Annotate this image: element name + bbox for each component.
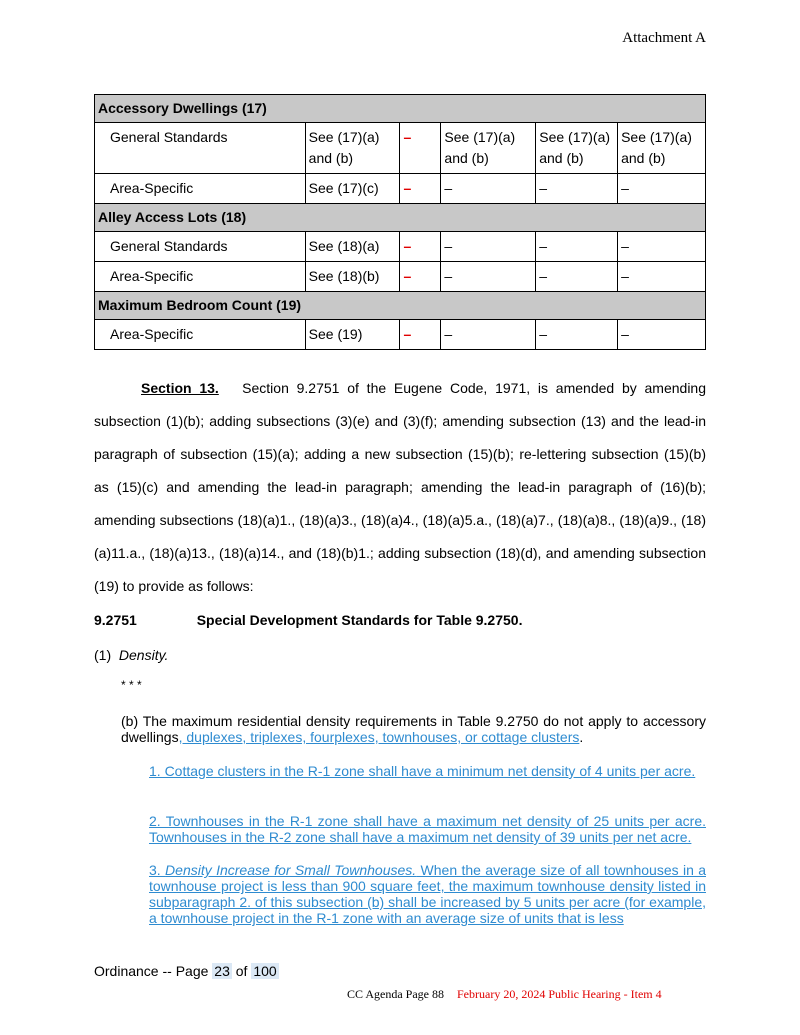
cell: – <box>441 320 536 350</box>
cell: – <box>618 232 706 262</box>
item-italic: Density Increase for Small Townhouses. <box>165 862 417 878</box>
cell: See (17)(a) and (b) <box>305 123 400 174</box>
cell: See (18)(a) <box>305 232 400 262</box>
table-section-header <box>95 292 706 320</box>
section-13-paragraph <box>94 372 706 603</box>
cell: See (17)(a) and (b) <box>536 123 618 174</box>
cell: – <box>441 174 536 204</box>
cell: – <box>441 232 536 262</box>
ellipsis: * * * <box>121 678 142 692</box>
cell: – <box>618 320 706 350</box>
agenda-footer <box>347 987 662 1002</box>
row-name: Area-Specific <box>95 262 306 292</box>
code-heading <box>94 612 706 628</box>
of-label: of <box>235 963 248 979</box>
cell: – <box>400 232 441 262</box>
cell: – <box>618 262 706 292</box>
row-name: General Standards <box>95 123 306 174</box>
cell: – <box>536 232 618 262</box>
subsection-b-end: . <box>579 729 584 745</box>
section-heading: Section 13. <box>141 380 219 396</box>
item-text: When the average size of all townhouses in a townhouse project is less than 900 square feet, the maximum townhouse density listed in subparagraph 2. of this subsection (b) shall be increased by 5 units per acre (for example, a townhouse project in the R-1 zone with an average size of units that is less <box>149 862 706 926</box>
page-number: 23 <box>214 963 230 979</box>
table-row <box>95 262 706 292</box>
table-section-header <box>95 95 706 123</box>
inserted-text: , duplexes, triplexes, fourplexes, townhouses, or cottage clusters <box>178 729 580 745</box>
cell: See (17)(a) and (b) <box>441 123 536 174</box>
section-title: Accessory Dwellings (17) <box>95 95 706 123</box>
cell: – <box>400 262 441 292</box>
standards-table <box>94 94 706 350</box>
row-name: General Standards <box>95 232 306 262</box>
cell: See (17)(c) <box>305 174 400 204</box>
cell: – <box>400 123 441 174</box>
density-label: (1) <box>94 647 112 663</box>
table-row <box>95 232 706 262</box>
cell: – <box>536 174 618 204</box>
cell: See (17)(a) and (b) <box>618 123 706 174</box>
cell: See (18)(b) <box>305 262 400 292</box>
density-heading <box>94 647 706 663</box>
cell: – <box>400 174 441 204</box>
list-item <box>149 862 706 926</box>
section-title: Maximum Bedroom Count (19) <box>95 292 706 320</box>
item-lead: 3. <box>149 862 166 878</box>
cell: – <box>536 262 618 292</box>
cell: – <box>618 174 706 204</box>
code-number: 9.2751 <box>94 612 137 628</box>
ordinance-label: Ordinance -- Page <box>94 963 209 979</box>
table-row <box>95 320 706 350</box>
table-row <box>95 123 706 174</box>
table-row <box>95 174 706 204</box>
cell: – <box>441 262 536 292</box>
list-item: 2. Townhouses in the R-1 zone shall have a maximum net density of 25 units per acre. Townhouses in the R-2 zone shall have a maximum net density of 39 units per net acre. <box>149 813 706 845</box>
section-title: Alley Access Lots (18) <box>95 204 706 232</box>
cell: See (19) <box>305 320 400 350</box>
page-total: 100 <box>253 963 277 979</box>
row-name: Area-Specific <box>95 174 306 204</box>
cell: – <box>536 320 618 350</box>
code-title: Special Development Standards for Table 9.2750. <box>196 612 523 628</box>
agenda-page: CC Agenda Page 88 <box>347 987 444 1001</box>
density-title: Density. <box>118 647 169 663</box>
subsection-b <box>121 713 706 745</box>
section-text: Section 9.2751 of the Eugene Code, 1971, is amended by amending subsection (1)(b); adding subsections (3)(e) and (3)(f); amending subsection (13) and the lead-in paragraph of subsection (15)(a); adding a new subsection (15)(b); re-lettering subsection (15)(b) as (15)(c) and amending the lead-in paragraph; amending the lead-in paragraph of (16)(b); amending subsections (18)(a)1., (18)(a)3., (18)(a)4., (18)(a)5.a., (18)(a)7., (18)(a)8., (18)(a)9., (18)(a)11.a., (18)(a)13., (18)(a)14., and (18)(b)1.; adding subsection (18)(d), and amending subsection (19) to provide as follows: <box>94 380 707 594</box>
table-section-header <box>95 204 706 232</box>
hearing-label: February 20, 2024 Public Hearing - Item 4 <box>457 987 662 1001</box>
attachment-label: Attachment A <box>622 30 706 46</box>
page-footer <box>94 963 279 979</box>
list-item: 1. Cottage clusters in the R-1 zone shall have a minimum net density of 4 units per acre. <box>149 763 696 779</box>
cell: – <box>400 320 441 350</box>
subsection-b-text: (b) The maximum residential density requirements in Table 9.2750 do not apply to accessory dwellings <box>121 713 706 745</box>
row-name: Area-Specific <box>95 320 306 350</box>
